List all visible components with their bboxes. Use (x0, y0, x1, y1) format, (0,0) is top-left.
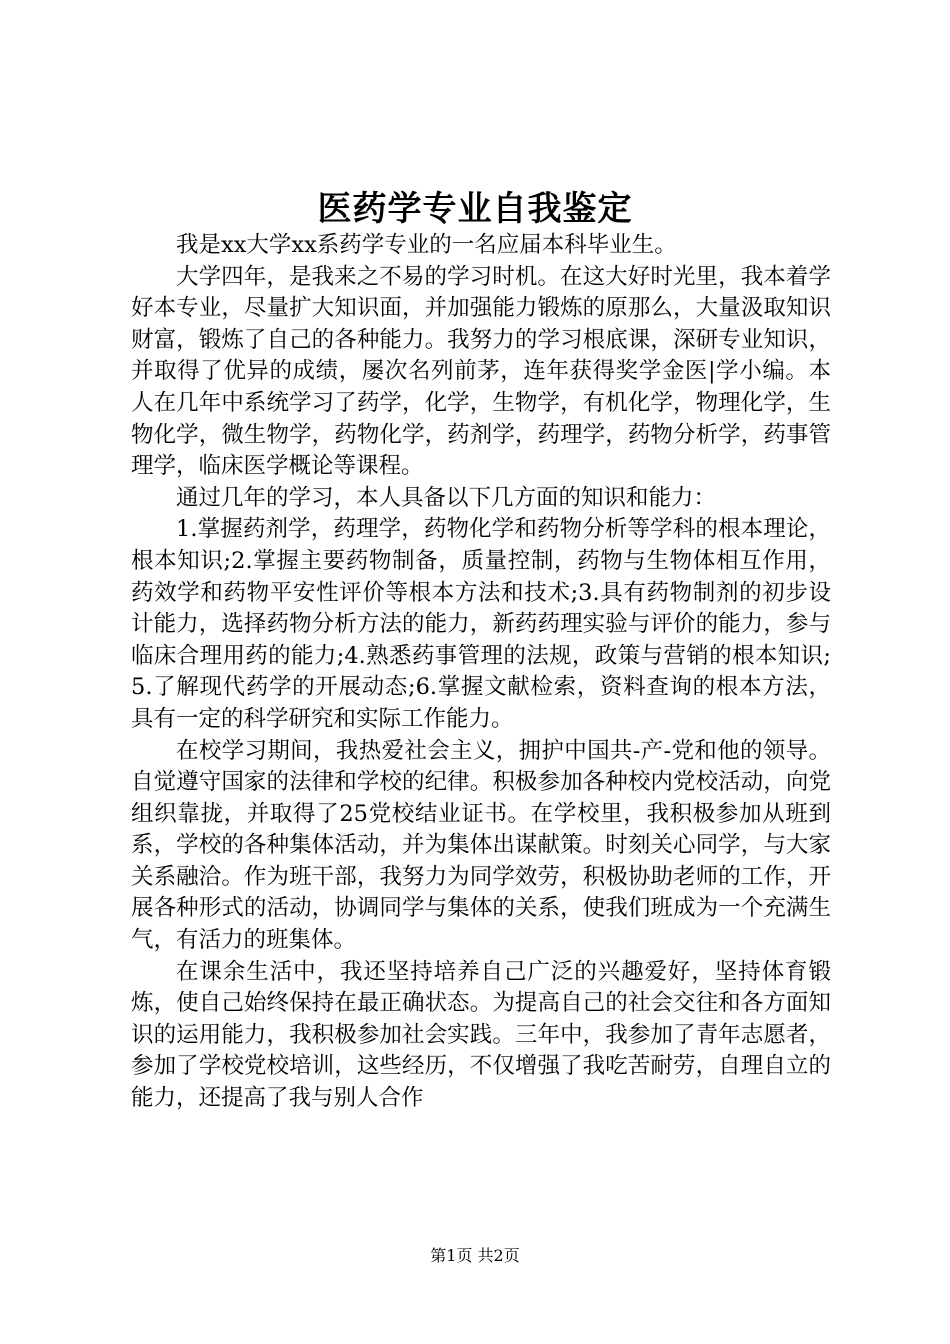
document-body (131, 230, 831, 1115)
paragraph-abilities-list: 1.掌握药剂学，药理学，药物化学和药物分析等学科的根本理论，根本知识;2.掌握主要药物制备，质量控制，药物与生物体相互作用，药效学和药物平安性评价等根本方法和技术;3.具有药物制剂的初步设计能力，选择药物分析方法的能力，新药药理实验与评价的能力，参与临床合理用药的能力;4.熟悉药事管理的法规，政策与营销的根本知识;5.了解现代药学的开展动态;6.掌握文献检索，资料查询的根本方法，具有一定的科学研究和实际工作能力。 (131, 516, 831, 732)
paragraph-extracurricular: 在课余生活中，我还坚持培养自己广泛的兴趣爱好，坚持体育锻炼，使自己始终保持在最正确状态。为提高自己的社会交往和各方面知识的运用能力，我积极参加社会实践。三年中，我参加了青年志愿者，参加了学校党校培训，这些经历，不仅增强了我吃苦耐劳，自理自立的能力，还提高了我与别人合作 (131, 958, 831, 1112)
page-number-footer: 第1页 共2页 (430, 1246, 520, 1265)
paragraph-intro: 我是xx大学xx系药学专业的一名应届本科毕业生。 (176, 232, 677, 258)
paragraph-study: 大学四年，是我来之不易的学习时机。在这大好时光里，我本着学好本专业，尽量扩大知识面，并加强能力锻炼的原那么，大量汲取知识财富，锻炼了自己的各种能力。我努力的学习根底课，深研专业知识，并取得了优异的成绩，屡次名列前茅，连年获得奖学金医|学小编。本人在几年中系统学习了药学，化学，生物学，有机化学，物理化学，生物化学，微生物学，药物化学，药剂学，药理学，药物分析学，药事管理学，临床医学概论等课程。 (131, 263, 831, 480)
document-title: 医药学专业自我鉴定 (317, 189, 633, 229)
paragraph-school-life: 在校学习期间，我热爱社会主义，拥护中国共-产-党和他的领导。自觉遵守国家的法律和学校的纪律。积极参加各种校内党校活动，向党组织靠拢，并取得了25党校结业证书。在学校里，我积极参加从班到系，学校的各种集体活动，并为集体出谋献策。时刻关心同学，与大家关系融洽。作为班干部，我努力为同学效劳，积极协助老师的工作，开展各种形式的活动，协调同学与集体的关系，使我们班成为一个充满生气，有活力的班集体。 (131, 737, 831, 954)
paragraph-abilities-intro: 通过几年的学习，本人具备以下几方面的知识和能力： (176, 484, 717, 511)
